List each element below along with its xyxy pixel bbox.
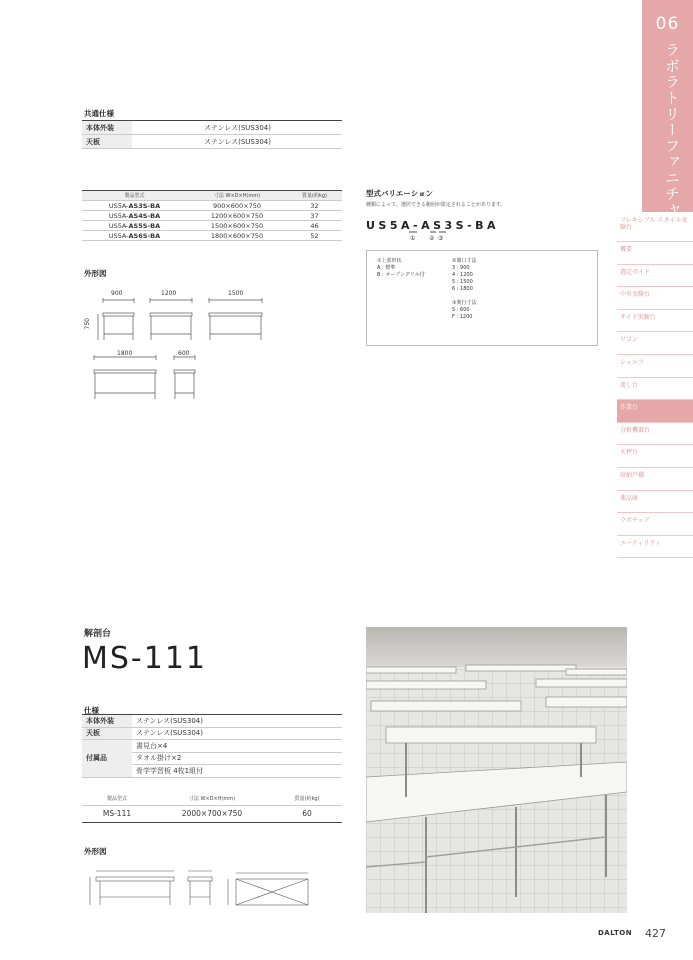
size-cell: 1800×600×750 — [187, 231, 287, 241]
dim-width-1800: 1800 — [117, 350, 133, 357]
table-row — [82, 211, 342, 221]
spec-key: 天板 — [82, 727, 132, 740]
table-row — [82, 201, 342, 211]
variation-col-1-item: B : オープングリル付 — [377, 272, 425, 278]
brand-logo: DALTON — [598, 929, 633, 937]
variation-col-1-item: A : 標準 — [377, 265, 396, 271]
table-row — [82, 135, 342, 149]
model-code: AS6S-BA — [128, 231, 161, 240]
model-cell — [82, 211, 187, 221]
table-row — [82, 805, 342, 822]
nav-item-worktable[interactable]: 作業台 — [617, 400, 693, 423]
common-spec-title: 共通仕様 — [84, 109, 114, 118]
nav-item-flexible[interactable]: フレキシブル スタイル実験台 — [617, 212, 693, 242]
model-cell — [82, 231, 187, 241]
table-row — [82, 740, 342, 753]
accessory-item: 骨学学習板 4枚1組付 — [132, 765, 342, 778]
chapter-side-nav — [617, 212, 693, 558]
nav-item-sink[interactable]: 流し台 — [617, 378, 693, 401]
col-header: 質量(約kg) — [272, 793, 342, 805]
variation-col-3 — [452, 300, 476, 321]
spec-value: ステンレス(SUS304) — [132, 715, 342, 728]
variation-col-1 — [377, 258, 425, 279]
common-spec-table — [82, 120, 342, 149]
model-code: AS4S-BA — [128, 211, 161, 220]
spec-key: 付属品 — [82, 740, 132, 778]
dim-width-1200: 1200 — [161, 290, 177, 297]
model-prefix: US5A- — [108, 211, 129, 220]
size-cell: 1500×600×750 — [187, 221, 287, 231]
model-cell: MS-111 — [82, 805, 152, 822]
ms-model-table — [82, 793, 342, 823]
nav-item-center[interactable]: 中央実験台 — [617, 287, 693, 310]
model-prefix: US5A- — [108, 231, 129, 240]
table-header-row — [82, 191, 342, 201]
marker-2: ② — [429, 235, 435, 242]
product-category: 解剖台 — [84, 629, 112, 639]
nav-item-utility[interactable]: ユーティリティ — [617, 536, 693, 559]
variation-col-3-item: F : 1200 — [452, 314, 473, 320]
size-cell: 2000×700×750 — [152, 805, 272, 822]
col-header: 寸法 W×D×H(mm) — [187, 191, 287, 201]
nav-item-storage[interactable]: 収納戸棚 — [617, 468, 693, 491]
chapter-title: ラボラトリーファニチャー — [663, 42, 681, 234]
nav-item-side[interactable]: サイド実験台 — [617, 310, 693, 333]
nav-item-chemical[interactable]: 薬品庫 — [617, 491, 693, 514]
variation-col-2-item: 6 : 1800 — [452, 286, 473, 292]
table-header-row — [82, 793, 342, 805]
dissection-table-photo — [366, 627, 627, 913]
model-prefix: US5A- — [108, 201, 129, 210]
accessory-item: タオル掛け×2 — [132, 752, 342, 765]
dim-depth-600: 600 — [178, 350, 190, 357]
variation-col-2-item: 3 : 900 — [452, 265, 470, 271]
spec-key: 本体外装 — [82, 715, 132, 728]
mass-cell: 52 — [287, 231, 342, 241]
variation-col-2-item: 4 : 1200 — [452, 272, 473, 278]
mass-cell: 60 — [272, 805, 342, 822]
spec-key: 天板 — [82, 135, 132, 149]
col-header: 質量(約kg) — [287, 191, 342, 201]
outline-drawings — [82, 296, 272, 406]
size-cell: 1200×600×750 — [187, 211, 287, 221]
col-header: 製品型式 — [82, 191, 187, 201]
variation-note: 種類によって、選択できる範囲が限定されることがあります。 — [366, 202, 506, 208]
model-code: AS5S-BA — [128, 221, 161, 230]
variation-col-2-heading: ②間口寸法 — [452, 258, 477, 264]
table-row — [82, 121, 342, 135]
model-table — [82, 190, 342, 241]
variation-col-1-heading: ①上部形状 — [377, 258, 402, 264]
mass-cell: 46 — [287, 221, 342, 231]
mass-cell: 37 — [287, 211, 342, 221]
table-row — [82, 727, 342, 740]
nav-item-wagon[interactable]: ワゴン — [617, 332, 693, 355]
dim-width-900: 900 — [111, 290, 123, 297]
size-cell: 900×600×750 — [187, 201, 287, 211]
dim-width-1500: 1500 — [228, 290, 244, 297]
ms-outline-title: 外形図 — [84, 847, 107, 856]
marker-1: ① — [410, 235, 416, 242]
chapter-number: 06 — [655, 14, 680, 34]
spec-value: ステンレス(SUS304) — [132, 135, 342, 149]
col-header: 製品型式 — [82, 793, 152, 805]
model-prefix: US5A- — [108, 221, 129, 230]
nav-item-overview[interactable]: 概要 — [617, 242, 693, 265]
mass-cell: 32 — [287, 201, 342, 211]
outline-title: 外形図 — [84, 269, 107, 278]
variation-col-2 — [452, 258, 476, 293]
nav-item-shelf[interactable]: シェルフ — [617, 355, 693, 378]
accessory-item: 書見台×4 — [132, 740, 342, 753]
page-number: 427 — [645, 927, 666, 940]
variation-col-2-item: 5 : 1500 — [452, 279, 473, 285]
table-row — [82, 231, 342, 241]
model-cell — [82, 221, 187, 231]
ms-spec-title: 仕様 — [84, 706, 99, 715]
model-cell — [82, 201, 187, 211]
nav-item-analysis[interactable]: 分析機器台 — [617, 423, 693, 446]
variation-underlines — [366, 230, 486, 234]
variation-title: 型式バリエーション — [366, 189, 434, 198]
col-header: 寸法 W×D×H(mm) — [152, 793, 272, 805]
spec-key: 本体外装 — [82, 121, 132, 135]
variation-col-3-heading: ③奥行寸法 — [452, 300, 477, 306]
variation-col-3-item: S : 600 — [452, 307, 470, 313]
dim-height-750: 750 — [84, 318, 91, 330]
spec-value: ステンレス(SUS304) — [132, 121, 342, 135]
nav-item-balance[interactable]: 天秤台 — [617, 445, 693, 468]
ms-outline-drawings — [86, 865, 331, 915]
ms-spec-table — [82, 714, 342, 778]
nav-item-chair[interactable]: ラボチェア — [617, 513, 693, 536]
variation-code: US5A-AS3S-BA — [366, 219, 500, 232]
product-model: MS-111 — [82, 641, 208, 676]
spec-value: ステンレス(SUS304) — [132, 727, 342, 740]
marker-3: ③ — [438, 235, 444, 242]
nav-item-guide[interactable]: 選定ガイド — [617, 265, 693, 288]
table-row — [82, 715, 342, 728]
model-code: AS3S-BA — [128, 201, 161, 210]
table-row — [82, 221, 342, 231]
